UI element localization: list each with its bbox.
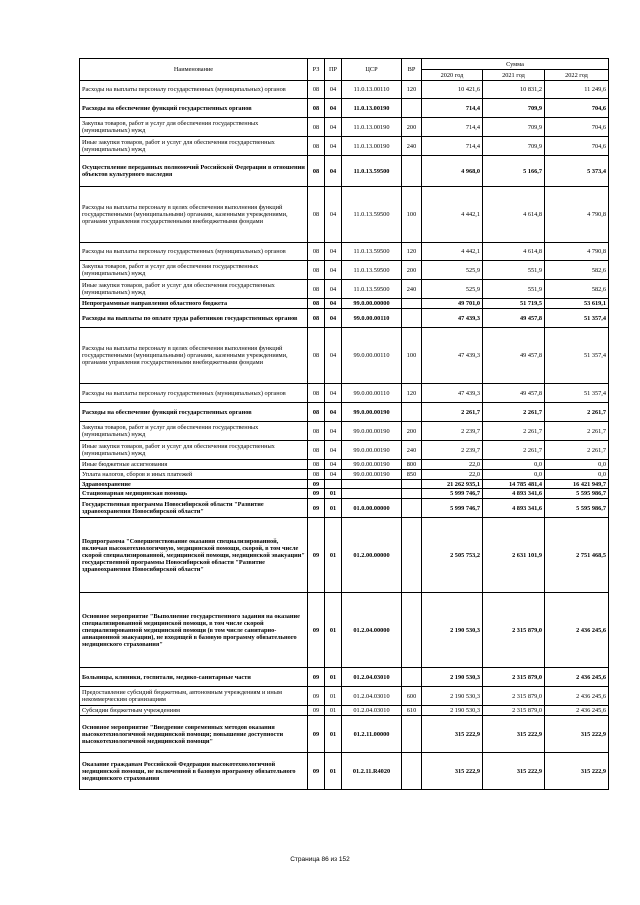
row-name-cell: Расходы на выплаты по оплате труда работников государственных органов bbox=[80, 309, 308, 328]
row-name-cell: Расходы на выплаты персоналу в целях обеспечения выполнения функций государственными (муниципальными) органами, казенными учреждениями, органами управления государственными внебюджетными фондами bbox=[80, 328, 308, 384]
row-csr-cell: 01.2.04.03010 bbox=[342, 706, 402, 716]
row-csr-cell: 99.0.00.00190 bbox=[342, 441, 402, 460]
row-vr-cell bbox=[402, 403, 422, 422]
row-csr-cell: 01.2.04.03010 bbox=[342, 668, 402, 687]
row-name-cell: Иные закупки товаров, работ и услуг для обеспечения государственных (муниципальных) нужд bbox=[80, 441, 308, 460]
row-2022-value-cell: 315 222,9 bbox=[545, 716, 609, 753]
row-pr-cell: 01 bbox=[325, 716, 342, 753]
row-pr-cell: 04 bbox=[325, 384, 342, 403]
table-row bbox=[80, 489, 609, 499]
row-name-cell: Стационарная медицинская помощь bbox=[80, 489, 308, 499]
row-pr-cell: 01 bbox=[325, 499, 342, 518]
row-pr-cell: 04 bbox=[325, 81, 342, 99]
row-2022-value-cell: 2 436 245,6 bbox=[545, 668, 609, 687]
row-2022-value-cell: 2 436 245,6 bbox=[545, 706, 609, 716]
row-2022-value-cell: 704,6 bbox=[545, 118, 609, 137]
row-csr-cell: 11.0.13.59500 bbox=[342, 243, 402, 261]
table-row bbox=[80, 499, 609, 518]
row-rz-cell: 09 bbox=[308, 687, 325, 706]
row-rz-cell: 09 bbox=[308, 499, 325, 518]
row-2020-value-cell: 525,9 bbox=[422, 261, 483, 280]
header-csr: ЦСР bbox=[342, 59, 402, 81]
row-2021-value-cell: 315 222,9 bbox=[483, 753, 545, 790]
row-name-cell: Государственная программа Новосибирской области "Развитие здравоохранения Новосибирской области" bbox=[80, 499, 308, 518]
row-2021-value-cell: 2 631 101,9 bbox=[483, 518, 545, 593]
table-row bbox=[80, 403, 609, 422]
table-row bbox=[80, 243, 609, 261]
row-name-cell: Иные бюджетные ассигнования bbox=[80, 460, 308, 470]
row-rz-cell: 08 bbox=[308, 328, 325, 384]
row-csr-cell: 11.0.13.59500 bbox=[342, 156, 402, 187]
row-vr-cell: 610 bbox=[402, 706, 422, 716]
row-vr-cell: 200 bbox=[402, 261, 422, 280]
row-name-cell: Иные закупки товаров, работ и услуг для обеспечения государственных (муниципальных) нужд bbox=[80, 137, 308, 156]
row-vr-cell: 800 bbox=[402, 460, 422, 470]
row-2022-value-cell: 0,0 bbox=[545, 460, 609, 470]
row-pr-cell bbox=[325, 480, 342, 489]
row-pr-cell: 04 bbox=[325, 328, 342, 384]
header-year-2022: 2022 год bbox=[545, 70, 609, 81]
row-2020-value-cell: 10 421,6 bbox=[422, 81, 483, 99]
row-2021-value-cell: 2 261,7 bbox=[483, 441, 545, 460]
row-pr-cell: 01 bbox=[325, 518, 342, 593]
row-vr-cell: 600 bbox=[402, 687, 422, 706]
row-rz-cell: 09 bbox=[308, 706, 325, 716]
table-row bbox=[80, 81, 609, 99]
row-2020-value-cell: 2 239,7 bbox=[422, 441, 483, 460]
table-row bbox=[80, 99, 609, 118]
row-2020-value-cell: 4 442,1 bbox=[422, 187, 483, 243]
row-csr-cell bbox=[342, 489, 402, 499]
row-pr-cell: 04 bbox=[325, 460, 342, 470]
row-csr-cell: 01.2.00.00000 bbox=[342, 518, 402, 593]
row-rz-cell: 08 bbox=[308, 156, 325, 187]
table-row bbox=[80, 261, 609, 280]
row-vr-cell: 850 bbox=[402, 470, 422, 480]
row-name-cell: Расходы на выплаты персоналу в целях обеспечения выполнения функций государственными (муниципальными) органами, казенными учреждениями, органами управления государственными внебюджетными фондами bbox=[80, 187, 308, 243]
row-2022-value-cell: 4 790,8 bbox=[545, 187, 609, 243]
row-rz-cell: 08 bbox=[308, 99, 325, 118]
row-rz-cell: 09 bbox=[308, 593, 325, 668]
row-2020-value-cell: 525,9 bbox=[422, 280, 483, 299]
row-name-cell: Расходы на выплаты персоналу государственных (муниципальных) органов bbox=[80, 384, 308, 403]
row-csr-cell: 11.0.13.00190 bbox=[342, 118, 402, 137]
row-pr-cell: 04 bbox=[325, 187, 342, 243]
table-row bbox=[80, 460, 609, 470]
row-pr-cell: 04 bbox=[325, 470, 342, 480]
row-2020-value-cell: 47 439,3 bbox=[422, 309, 483, 328]
row-csr-cell: 11.0.13.59500 bbox=[342, 280, 402, 299]
row-2021-value-cell: 551,9 bbox=[483, 280, 545, 299]
header-rz: РЗ bbox=[308, 59, 325, 81]
table-row bbox=[80, 687, 609, 706]
row-2021-value-cell: 0,0 bbox=[483, 470, 545, 480]
row-2020-value-cell: 2 190 530,3 bbox=[422, 668, 483, 687]
row-csr-cell: 11.0.13.59500 bbox=[342, 187, 402, 243]
table-row bbox=[80, 137, 609, 156]
table-row bbox=[80, 280, 609, 299]
row-2022-value-cell: 5 595 986,7 bbox=[545, 489, 609, 499]
row-vr-cell bbox=[402, 753, 422, 790]
row-vr-cell bbox=[402, 518, 422, 593]
header-year-2021: 2021 год bbox=[483, 70, 545, 81]
table-row bbox=[80, 187, 609, 243]
row-name-cell: Непрограммные направления областного бюджета bbox=[80, 299, 308, 309]
row-2020-value-cell: 315 222,9 bbox=[422, 753, 483, 790]
row-csr-cell: 01.2.04.00000 bbox=[342, 593, 402, 668]
row-vr-cell bbox=[402, 309, 422, 328]
row-rz-cell: 08 bbox=[308, 384, 325, 403]
row-rz-cell: 08 bbox=[308, 261, 325, 280]
row-csr-cell: 11.0.13.00190 bbox=[342, 137, 402, 156]
row-vr-cell bbox=[402, 489, 422, 499]
row-name-cell: Расходы на обеспечение функций государственных органов bbox=[80, 403, 308, 422]
row-name-cell: Иные закупки товаров, работ и услуг для обеспечения государственных (муниципальных) нужд bbox=[80, 280, 308, 299]
row-name-cell: Оказание гражданам Российской Федерации высокотехнологичной медицинской помощи, не включенной в базовую программу обязательного медицинского страхования bbox=[80, 753, 308, 790]
row-vr-cell: 120 bbox=[402, 384, 422, 403]
header-year-2020: 2020 год bbox=[422, 70, 483, 81]
row-vr-cell bbox=[402, 156, 422, 187]
table-row bbox=[80, 299, 609, 309]
row-rz-cell: 08 bbox=[308, 403, 325, 422]
row-2020-value-cell: 2 190 530,3 bbox=[422, 687, 483, 706]
row-pr-cell: 04 bbox=[325, 280, 342, 299]
row-2020-value-cell: 4 442,1 bbox=[422, 243, 483, 261]
row-2022-value-cell: 53 619,1 bbox=[545, 299, 609, 309]
table-row bbox=[80, 470, 609, 480]
row-csr-cell: 11.0.13.00190 bbox=[342, 99, 402, 118]
row-2021-value-cell: 4 893 341,6 bbox=[483, 499, 545, 518]
row-2020-value-cell: 21 262 935,1 bbox=[422, 480, 483, 489]
row-2021-value-cell: 5 166,7 bbox=[483, 156, 545, 187]
row-name-cell: Предоставление субсидий бюджетным, автономным учреждениям и иным некоммерческим организациям bbox=[80, 687, 308, 706]
row-2020-value-cell: 714,4 bbox=[422, 99, 483, 118]
table-row bbox=[80, 593, 609, 668]
row-2022-value-cell: 2 436 245,6 bbox=[545, 687, 609, 706]
row-pr-cell: 04 bbox=[325, 441, 342, 460]
row-name-cell: Осуществление переданных полномочий Российской Федерации в отношении объектов культурного наследия bbox=[80, 156, 308, 187]
header-name: Наименование bbox=[80, 59, 308, 81]
row-2020-value-cell: 2 190 530,3 bbox=[422, 706, 483, 716]
row-vr-cell bbox=[402, 499, 422, 518]
table-row bbox=[80, 309, 609, 328]
row-2021-value-cell: 49 457,8 bbox=[483, 328, 545, 384]
row-vr-cell: 120 bbox=[402, 243, 422, 261]
row-name-cell: Основное мероприятие "Внедрение современных методов оказания высокотехнологичной медицинской помощи; повышение доступности высокотехнологичной медицинской помощи" bbox=[80, 716, 308, 753]
row-2021-value-cell: 551,9 bbox=[483, 261, 545, 280]
row-name-cell: Закупка товаров, работ и услуг для обеспечения государственных (муниципальных) нужд bbox=[80, 118, 308, 137]
row-name-cell: Субсидии бюджетным учреждениям bbox=[80, 706, 308, 716]
row-rz-cell: 09 bbox=[308, 518, 325, 593]
row-vr-cell: 100 bbox=[402, 187, 422, 243]
row-rz-cell: 08 bbox=[308, 422, 325, 441]
row-2020-value-cell: 47 439,3 bbox=[422, 384, 483, 403]
table-row bbox=[80, 716, 609, 753]
row-csr-cell: 01.2.04.03010 bbox=[342, 687, 402, 706]
row-2021-value-cell: 49 457,8 bbox=[483, 384, 545, 403]
row-pr-cell: 01 bbox=[325, 489, 342, 499]
row-vr-cell: 240 bbox=[402, 137, 422, 156]
row-name-cell: Расходы на обеспечение функций государственных органов bbox=[80, 99, 308, 118]
row-rz-cell: 09 bbox=[308, 480, 325, 489]
header-sum: Сумма bbox=[422, 59, 609, 70]
row-pr-cell: 04 bbox=[325, 243, 342, 261]
row-csr-cell: 99.0.00.00190 bbox=[342, 460, 402, 470]
row-rz-cell: 08 bbox=[308, 460, 325, 470]
row-2022-value-cell: 2 261,7 bbox=[545, 422, 609, 441]
row-2020-value-cell: 315 222,9 bbox=[422, 716, 483, 753]
row-pr-cell: 01 bbox=[325, 668, 342, 687]
row-2020-value-cell: 47 439,3 bbox=[422, 328, 483, 384]
row-2021-value-cell: 14 785 481,4 bbox=[483, 480, 545, 489]
row-2022-value-cell: 51 357,4 bbox=[545, 309, 609, 328]
table-row bbox=[80, 328, 609, 384]
row-csr-cell: 01.2.11.R4020 bbox=[342, 753, 402, 790]
row-2021-value-cell: 2 315 879,0 bbox=[483, 593, 545, 668]
row-rz-cell: 09 bbox=[308, 753, 325, 790]
row-pr-cell: 01 bbox=[325, 706, 342, 716]
row-2020-value-cell: 714,4 bbox=[422, 118, 483, 137]
row-csr-cell: 99.0.00.00110 bbox=[342, 309, 402, 328]
row-2022-value-cell: 2 751 468,5 bbox=[545, 518, 609, 593]
row-rz-cell: 08 bbox=[308, 309, 325, 328]
row-name-cell: Закупка товаров, работ и услуг для обеспечения государственных (муниципальных) нужд bbox=[80, 422, 308, 441]
table-row bbox=[80, 384, 609, 403]
row-vr-cell bbox=[402, 480, 422, 489]
row-2020-value-cell: 5 999 746,7 bbox=[422, 489, 483, 499]
row-csr-cell: 99.0.00.00110 bbox=[342, 328, 402, 384]
row-rz-cell: 08 bbox=[308, 243, 325, 261]
table-row bbox=[80, 156, 609, 187]
table-row bbox=[80, 518, 609, 593]
row-csr-cell: 99.0.00.00190 bbox=[342, 422, 402, 441]
row-csr-cell: 01.2.11.00000 bbox=[342, 716, 402, 753]
row-pr-cell: 01 bbox=[325, 753, 342, 790]
row-csr-cell: 99.0.00.00190 bbox=[342, 470, 402, 480]
budget-table-container bbox=[79, 58, 608, 790]
row-pr-cell: 01 bbox=[325, 593, 342, 668]
row-csr-cell: 99.0.00.00000 bbox=[342, 299, 402, 309]
row-2021-value-cell: 10 831,2 bbox=[483, 81, 545, 99]
row-vr-cell: 100 bbox=[402, 328, 422, 384]
row-2021-value-cell: 709,9 bbox=[483, 99, 545, 118]
row-rz-cell: 09 bbox=[308, 716, 325, 753]
row-2022-value-cell: 16 421 949,7 bbox=[545, 480, 609, 489]
row-rz-cell: 09 bbox=[308, 668, 325, 687]
row-2020-value-cell: 49 701,0 bbox=[422, 299, 483, 309]
row-rz-cell: 08 bbox=[308, 280, 325, 299]
row-2022-value-cell: 315 222,9 bbox=[545, 753, 609, 790]
row-csr-cell: 11.0.13.59500 bbox=[342, 261, 402, 280]
table-row bbox=[80, 422, 609, 441]
row-2021-value-cell: 2 315 879,0 bbox=[483, 687, 545, 706]
row-vr-cell: 240 bbox=[402, 441, 422, 460]
row-2021-value-cell: 4 614,8 bbox=[483, 243, 545, 261]
row-rz-cell: 08 bbox=[308, 187, 325, 243]
row-2022-value-cell: 704,6 bbox=[545, 137, 609, 156]
row-vr-cell bbox=[402, 299, 422, 309]
row-2021-value-cell: 709,9 bbox=[483, 118, 545, 137]
row-csr-cell: 11.0.13.00110 bbox=[342, 81, 402, 99]
row-2020-value-cell: 2 239,7 bbox=[422, 422, 483, 441]
row-name-cell: Закупка товаров, работ и услуг для обеспечения государственных (муниципальных) нужд bbox=[80, 261, 308, 280]
row-2022-value-cell: 51 357,4 bbox=[545, 384, 609, 403]
row-name-cell: Подпрограмма "Совершенствование оказания специализированной, включая высокотехнологичную, медицинской помощи, скорой, в том числе скорой специализированной, медицинской помощи, медицинской эвакуации" государственной программы Новосибирской области "Развитие здравоохранения Новосибирской области" bbox=[80, 518, 308, 593]
row-2022-value-cell: 2 261,7 bbox=[545, 441, 609, 460]
row-2021-value-cell: 315 222,9 bbox=[483, 716, 545, 753]
table-row bbox=[80, 706, 609, 716]
row-pr-cell: 04 bbox=[325, 261, 342, 280]
page-number: Страница 86 из 152 bbox=[290, 856, 350, 863]
row-2022-value-cell: 582,6 bbox=[545, 261, 609, 280]
row-2021-value-cell: 2 315 879,0 bbox=[483, 706, 545, 716]
table-row bbox=[80, 480, 609, 489]
row-rz-cell: 08 bbox=[308, 441, 325, 460]
row-2021-value-cell: 4 614,8 bbox=[483, 187, 545, 243]
row-name-cell: Расходы на выплаты персоналу государственных (муниципальных) органов bbox=[80, 243, 308, 261]
row-vr-cell: 120 bbox=[402, 81, 422, 99]
row-pr-cell: 04 bbox=[325, 99, 342, 118]
table-row bbox=[80, 441, 609, 460]
row-2021-value-cell: 4 893 341,6 bbox=[483, 489, 545, 499]
row-2020-value-cell: 2 505 753,2 bbox=[422, 518, 483, 593]
row-pr-cell: 04 bbox=[325, 422, 342, 441]
row-vr-cell bbox=[402, 716, 422, 753]
row-pr-cell: 01 bbox=[325, 687, 342, 706]
row-2022-value-cell: 11 249,6 bbox=[545, 81, 609, 99]
row-2021-value-cell: 709,9 bbox=[483, 137, 545, 156]
row-2022-value-cell: 4 790,8 bbox=[545, 243, 609, 261]
row-rz-cell: 08 bbox=[308, 470, 325, 480]
row-csr-cell bbox=[342, 480, 402, 489]
row-name-cell: Уплата налогов, сборов и иных платежей bbox=[80, 470, 308, 480]
table-row bbox=[80, 668, 609, 687]
row-2020-value-cell: 2 190 530,3 bbox=[422, 593, 483, 668]
table-row bbox=[80, 753, 609, 790]
row-2021-value-cell: 2 261,7 bbox=[483, 403, 545, 422]
row-pr-cell: 04 bbox=[325, 299, 342, 309]
row-2020-value-cell: 5 999 746,7 bbox=[422, 499, 483, 518]
row-pr-cell: 04 bbox=[325, 403, 342, 422]
row-2021-value-cell: 51 719,5 bbox=[483, 299, 545, 309]
row-2021-value-cell: 2 261,7 bbox=[483, 422, 545, 441]
row-vr-cell: 240 bbox=[402, 280, 422, 299]
row-pr-cell: 04 bbox=[325, 156, 342, 187]
row-rz-cell: 08 bbox=[308, 299, 325, 309]
row-2022-value-cell: 704,6 bbox=[545, 99, 609, 118]
row-2020-value-cell: 22,0 bbox=[422, 470, 483, 480]
row-name-cell: Расходы на выплаты персоналу государственных (муниципальных) органов bbox=[80, 81, 308, 99]
row-rz-cell: 08 bbox=[308, 81, 325, 99]
row-pr-cell: 04 bbox=[325, 309, 342, 328]
row-2021-value-cell: 0,0 bbox=[483, 460, 545, 470]
row-csr-cell: 01.0.00.00000 bbox=[342, 499, 402, 518]
row-2020-value-cell: 714,4 bbox=[422, 137, 483, 156]
row-rz-cell: 08 bbox=[308, 118, 325, 137]
row-vr-cell: 200 bbox=[402, 118, 422, 137]
row-2021-value-cell: 2 315 879,0 bbox=[483, 668, 545, 687]
header-vr: ВР bbox=[402, 59, 422, 81]
row-2020-value-cell: 4 968,0 bbox=[422, 156, 483, 187]
row-vr-cell bbox=[402, 99, 422, 118]
row-2020-value-cell: 2 261,7 bbox=[422, 403, 483, 422]
row-name-cell: Больницы, клиники, госпитали, медико-санитарные части bbox=[80, 668, 308, 687]
row-2020-value-cell: 22,0 bbox=[422, 460, 483, 470]
row-2022-value-cell: 2 261,7 bbox=[545, 403, 609, 422]
row-2022-value-cell: 0,0 bbox=[545, 470, 609, 480]
row-2022-value-cell: 582,6 bbox=[545, 280, 609, 299]
row-csr-cell: 99.0.00.00110 bbox=[342, 384, 402, 403]
row-vr-cell bbox=[402, 593, 422, 668]
row-2022-value-cell: 51 357,4 bbox=[545, 328, 609, 384]
header-pr: ПР bbox=[325, 59, 342, 81]
row-csr-cell: 99.0.00.00190 bbox=[342, 403, 402, 422]
row-rz-cell: 09 bbox=[308, 489, 325, 499]
row-vr-cell: 200 bbox=[402, 422, 422, 441]
row-pr-cell: 04 bbox=[325, 118, 342, 137]
table-row bbox=[80, 118, 609, 137]
row-pr-cell: 04 bbox=[325, 137, 342, 156]
budget-table bbox=[79, 58, 609, 790]
budget-table-body bbox=[80, 81, 609, 790]
row-2022-value-cell: 5 373,4 bbox=[545, 156, 609, 187]
row-vr-cell bbox=[402, 668, 422, 687]
row-2021-value-cell: 49 457,8 bbox=[483, 309, 545, 328]
row-2022-value-cell: 5 595 986,7 bbox=[545, 499, 609, 518]
row-name-cell: Основное мероприятие "Выполнение государственного задания на оказание специализированной медицинской помощи, в том числе скорой специализированной медицинской помощи (в том числе санитарно-авиационной эвакуации), не входящей в базовую программу обязательного медицинского страхования" bbox=[80, 593, 308, 668]
row-rz-cell: 08 bbox=[308, 137, 325, 156]
row-name-cell: Здравоохранение bbox=[80, 480, 308, 489]
row-2022-value-cell: 2 436 245,6 bbox=[545, 593, 609, 668]
